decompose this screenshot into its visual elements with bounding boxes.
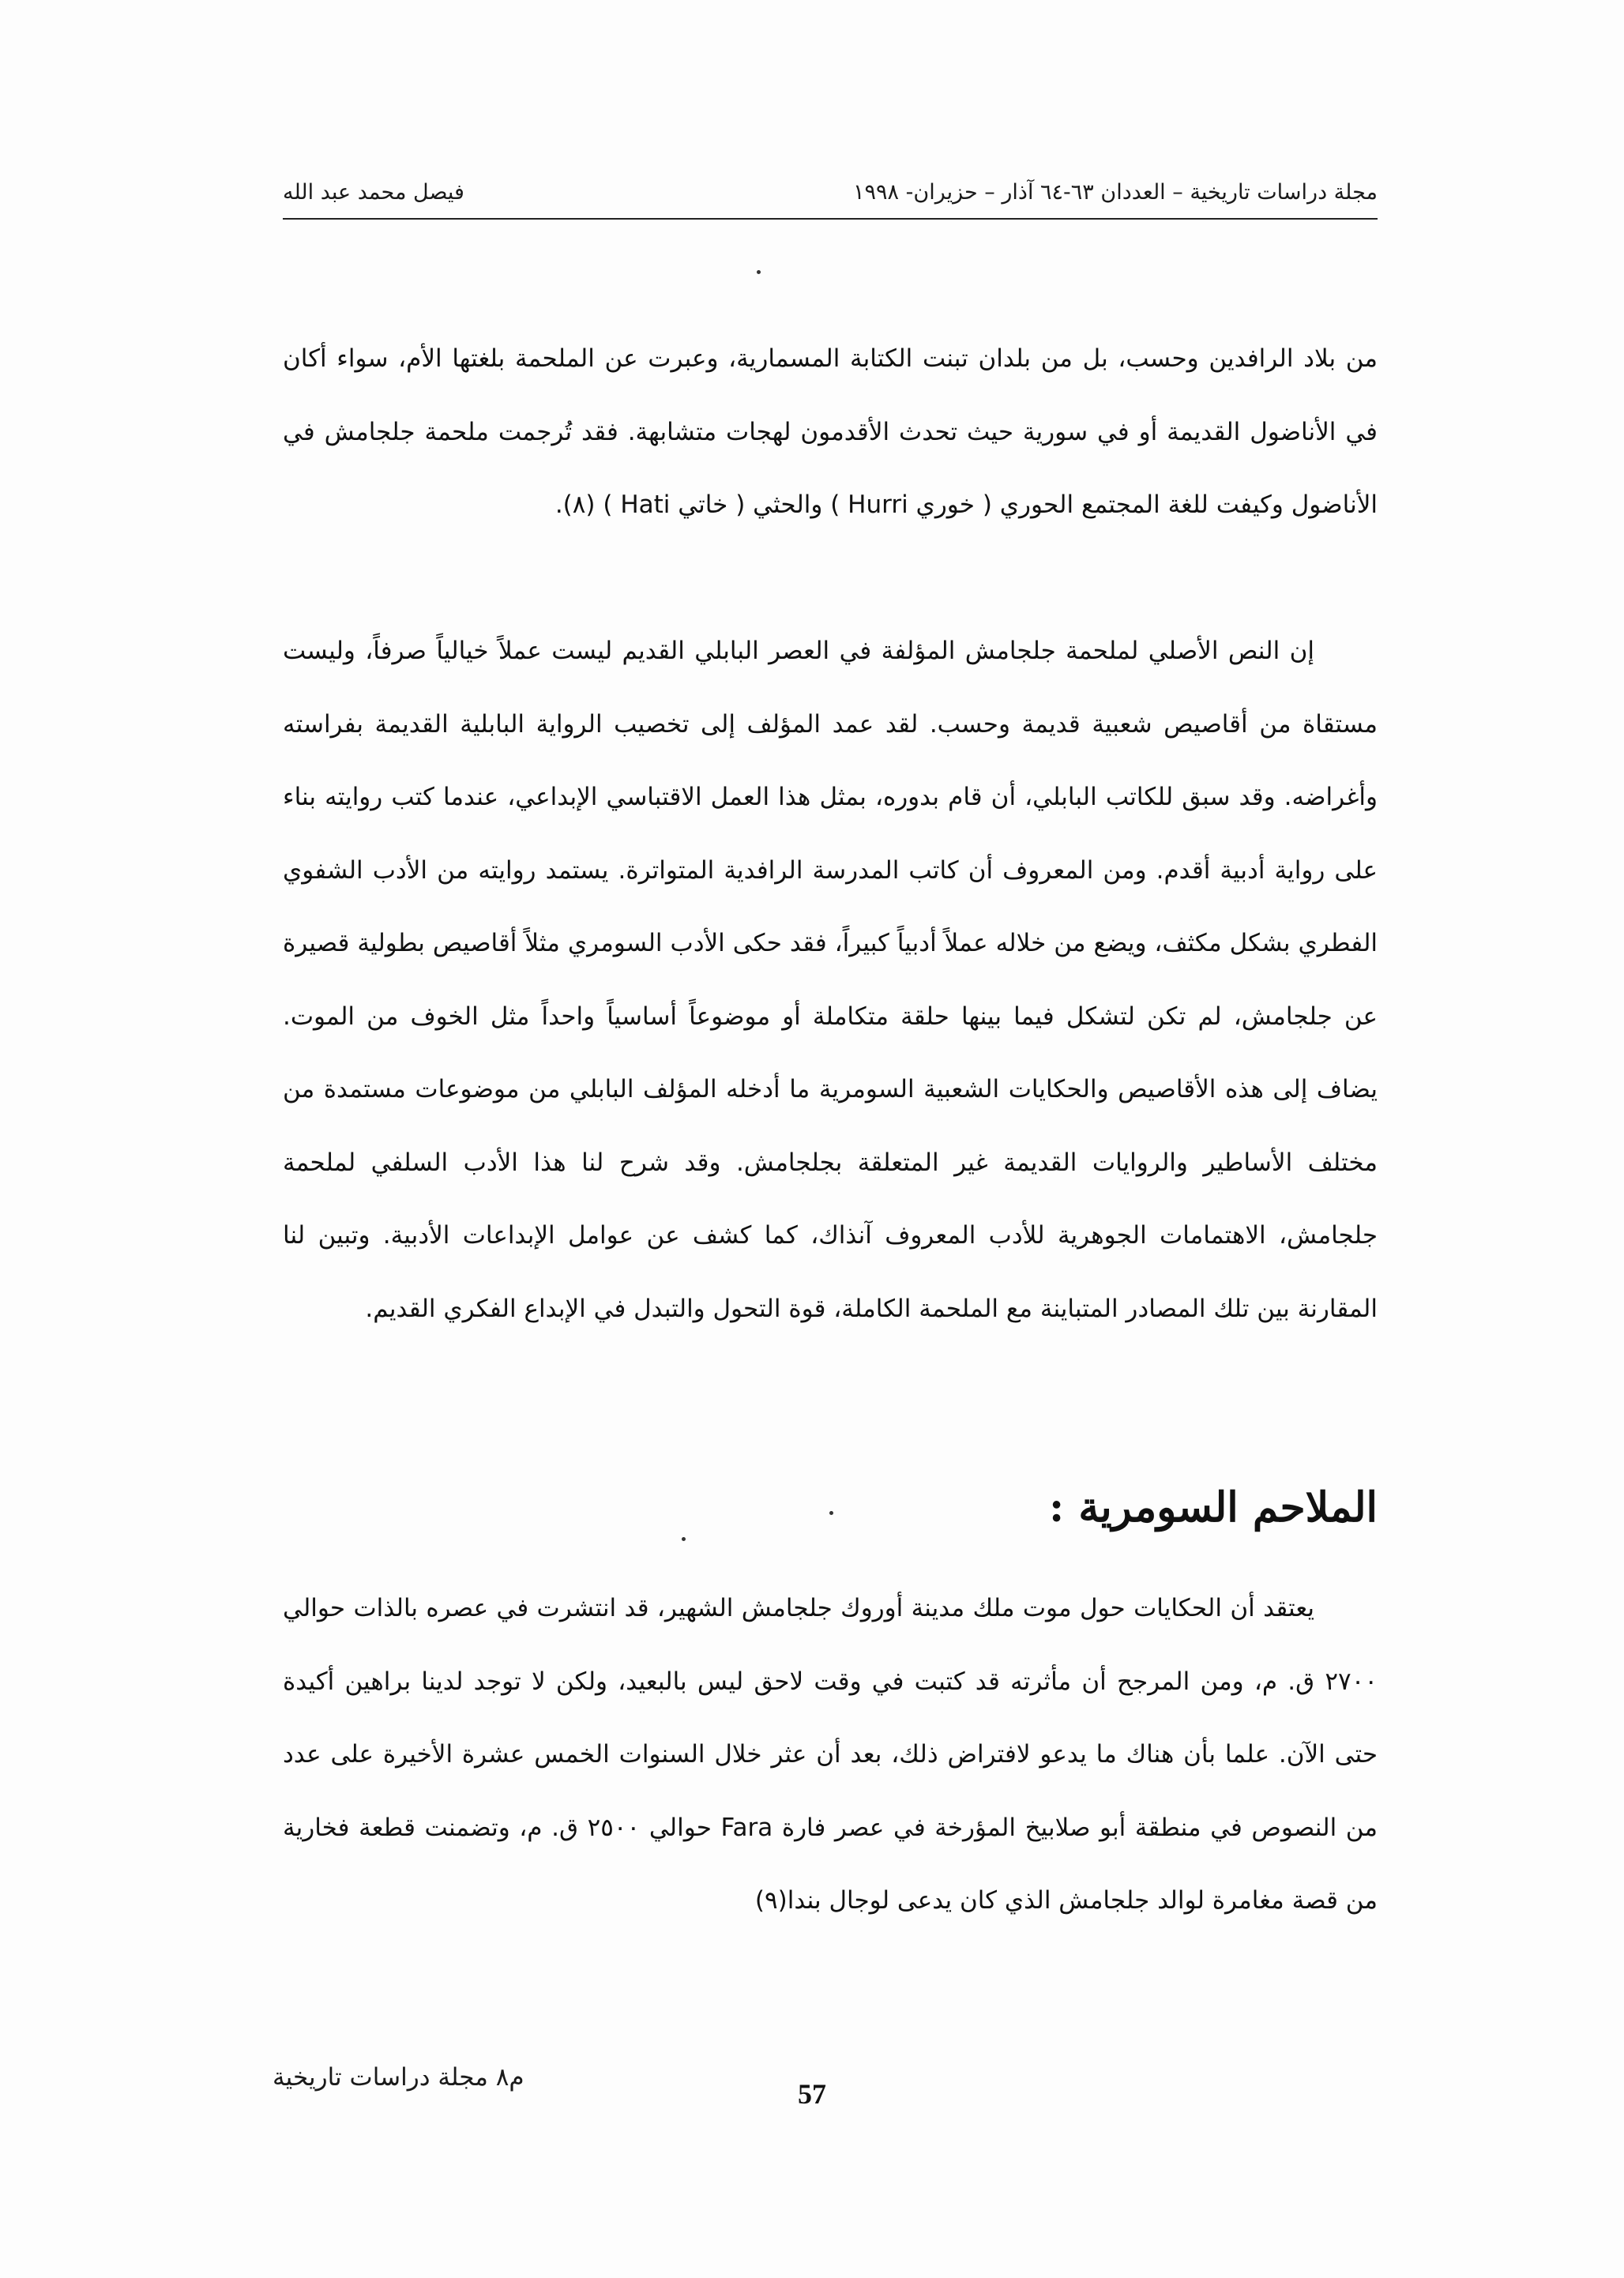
paragraph-2: إن النص الأصلي لملحمة جلجامش المؤلفة في العصر البابلي القديم ليست عملاً خيالياً صرفاً، وليست مستقاة من أقاصيص شعبية قديمة وحسب. لقد عمد المؤلف إلى تخصيب الرواية البابلية القديمة بفراسته وأغراضه. وقد سبق للكاتب البابلي، أن قام بدوره، بمثل هذا العمل الاقتباسي الإبداعي، عندما كتب روايته بناء على رواية أدبية أقدم. ومن المعروف أن كاتب المدرسة الرافدية المتواترة. يستمد روايته من الأدب الشفوي الفطري بشكل مكثف، ويضع من خلاله عملاً أدبياً كبيراً، فقد حكى الأدب السومري مثلاً أقاصيص بطولية قصيرة عن جلجامش، لم تكن لتشكل فيما بينها حلقة متكاملة أو موضوعاً أساسياً واحداً مثل الخوف من الموت. يضاف إلى هذه الأقاصيص والحكايات الشعبية السومرية ما أدخله المؤلف البابلي من موضوعات مستمدة من مختلف الأساطير والروايات القديمة غير المتعلقة بجلجامش. وقد شرح لنا هذا الأدب السلفي لملحمة جلجامش، الاهتمامات الجوهرية للأدب المعروف آنذاك، كما كشف عن عوامل الإبداعات الأدبية. وتبين لنا المقارنة بين تلك المصادر المتباينة مع الملحمة الكاملة، قوة التحول والتبدل في الإبداع الفكري القديم. (283, 637, 1378, 1323)
footer-journal-ref: م٨ مجلة دراسات تاريخية (273, 2063, 524, 2092)
paragraph-3: يعتقد أن الحكايات حول موت ملك مدينة أوروك جلجامش الشهير، قد انتشرت في عصره بالذات حوالي ٢٧٠٠ ق. م، ومن المرجح أن مأثرته قد كتبت في وقت لاحق ليس بالبعيد، ولكن لا توجد لدينا براهين أكيدة حتى الآن. علما بأن هناك ما يدعو لافتراض ذلك، بعد أن عثر خلال السنوات الخمس عشرة الأخيرة على عدد من النصوص في منطقة أبو صلابيخ المؤرخة في عصر فارة Fara حوالي ٢٥٠٠ ق. م، وتضمنت قطعة فخارية من قصة مغامرة لوالد جلجامش الذي كان يدعى لوجال بندا(٩) (283, 1594, 1378, 1915)
paragraph-1: من بلاد الرافدين وحسب، بل من بلدان تبنت الكتابة المسمارية، وعبرت عن الملحمة بلغتها الأم، سواء أكان في الأناضول القديمة أو في سورية حيث تحدث الأقدمون لهجات متشابهة. فقد تُرجمت ملحمة جلجامش في الأناضول وكيفت للغة المجتمع الحوري ( خوري Hurri ) والحثي ( خاتي Hati ) (٨). (283, 344, 1378, 519)
header-divider (283, 218, 1378, 220)
journal-citation: مجلة دراسات تاريخية – العددان ٦٣-٦٤ آذار – حزيران- ١٩٩٨ (853, 180, 1378, 205)
author-name: فيصل محمد عبد الله (283, 180, 464, 205)
scan-speck (829, 1511, 833, 1515)
section-heading: الملاحم السومرية : (1049, 1483, 1378, 1532)
running-header (283, 180, 1378, 215)
scan-speck (682, 1537, 686, 1541)
scan-speck (757, 270, 761, 274)
page-number: 57 (798, 2078, 826, 2110)
